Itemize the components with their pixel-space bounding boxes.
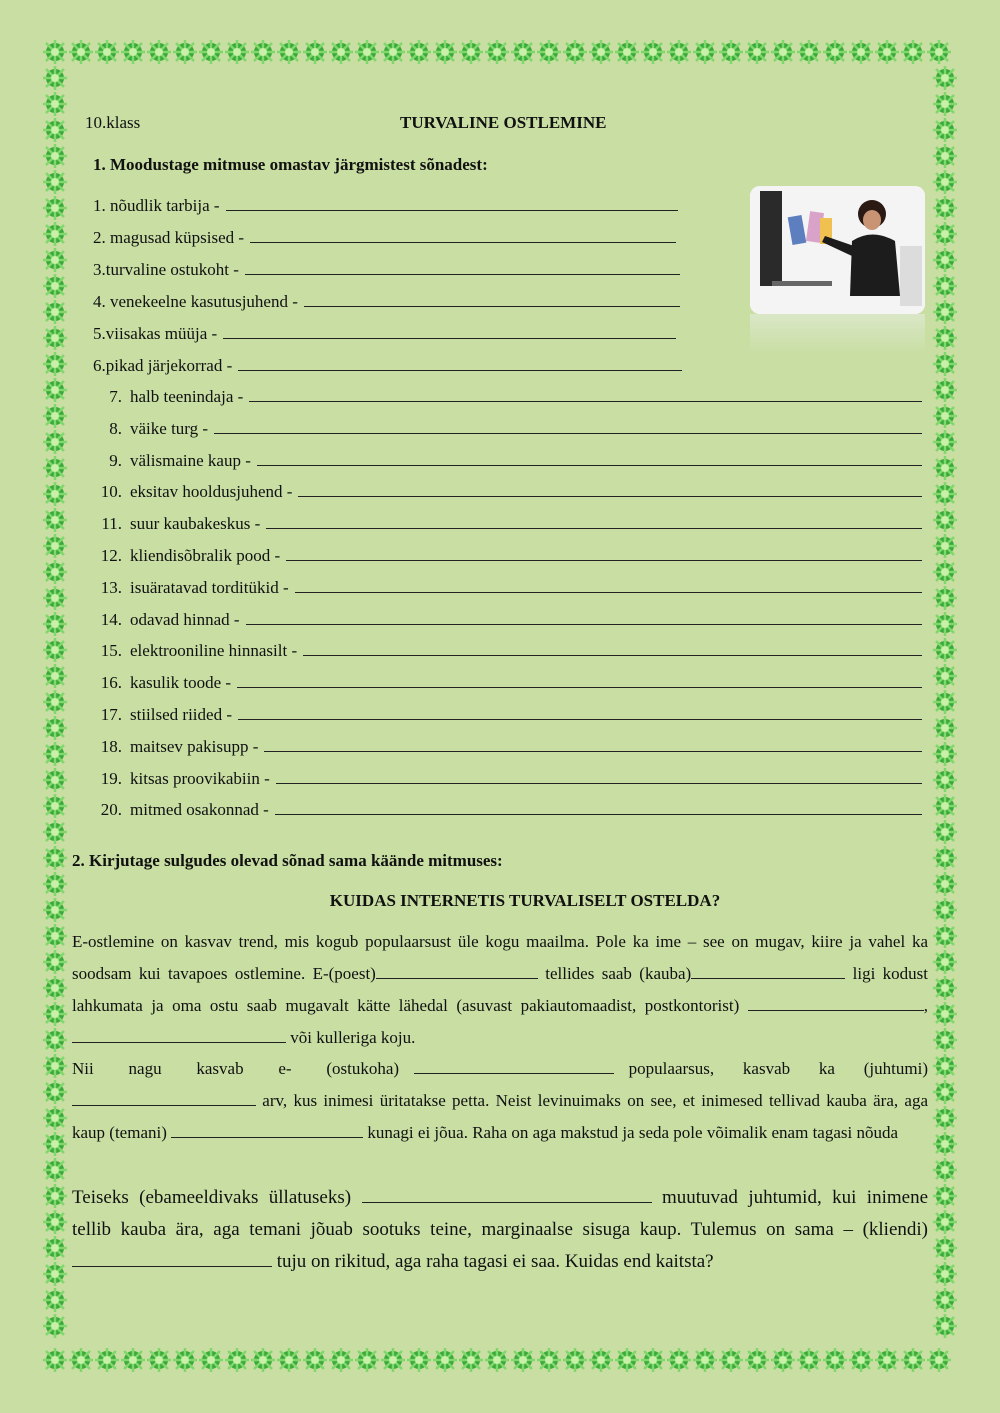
section2-heading: 2. Kirjutage sulgudes olevad sõnad sama käände mitmuses: <box>72 851 503 870</box>
answer-blank[interactable] <box>266 514 922 529</box>
answer-blank[interactable] <box>214 419 922 434</box>
answer-blank[interactable] <box>237 673 922 688</box>
section2-subtitle: KUIDAS INTERNETIS TURVALISELT OSTELDA? <box>329 891 721 910</box>
answer-blank[interactable] <box>250 228 676 243</box>
answer-blank[interactable] <box>226 196 678 211</box>
exercise-item: 10. eksitav hooldusjuhend - <box>92 482 922 502</box>
blank-field[interactable] <box>376 962 538 979</box>
woman-shopping-online-photo <box>750 186 925 314</box>
section1-heading: 1. Moodustage mitmuse omastav järgmistest sõnadest: <box>93 155 488 174</box>
page-title: TURVALINE OSTLEMINE <box>400 113 607 132</box>
exercise-item: 14. odavad hinnad - <box>92 610 922 630</box>
exercise-item: 11. suur kaubakeskus - <box>92 514 922 534</box>
exercise-item: 18. maitsev pakisupp - <box>92 737 922 757</box>
exercise-item: 5.viisakas müüja - <box>93 324 676 344</box>
answer-blank[interactable] <box>303 641 922 656</box>
paragraph-1: E-ostlemine on kasvav trend, mis kogub populaarsust üle kogu maailma. Pole ka ime – see on mugav, kiire ja vahel ka soodsam kui tavapoes ostlemine. E-(poest) tellides saab (kauba) ligi kodust lahkumata ja oma ostu saab mugavalt kätte lähedal (asuvast pakiautomaadist, postkontorist) , või kulleriga koju. <box>72 932 929 1047</box>
answer-blank[interactable] <box>245 260 680 275</box>
answer-blank[interactable] <box>276 769 922 784</box>
exercise-item: 8. väike turg - <box>92 419 922 439</box>
exercise-item: 19. kitsas proovikabiin - <box>92 769 922 789</box>
answer-blank[interactable] <box>264 737 922 752</box>
blank-field[interactable] <box>72 1250 272 1267</box>
exercise-item: 9. välismaine kaup - <box>92 451 922 471</box>
exercise-item: 15. elektrooniline hinnasilt - <box>92 641 922 661</box>
exercise-item: 2. magusad küpsised - <box>93 228 676 248</box>
answer-blank[interactable] <box>298 482 922 497</box>
photo-reflection <box>750 314 925 354</box>
answer-blank[interactable] <box>304 292 680 307</box>
blank-field[interactable] <box>72 1026 286 1043</box>
paragraph-2: Nii nagu kasvab e- (ostukoha) populaarsus, kasvab ka (juhtumi) arv, kus inimesi üritatakse petta. Neist levinuimaks on see, et inimesed tellivad kauba ära, aga kaup (temani) kunagi ei jõua. Raha on aga makstud ja seda pole võimalik enam tagasi nõuda <box>72 1059 928 1142</box>
answer-blank[interactable] <box>286 546 922 561</box>
answer-blank[interactable] <box>223 324 676 339</box>
exercise-item: 12. kliendisõbralik pood - <box>92 546 922 566</box>
blank-field[interactable] <box>748 994 924 1011</box>
answer-blank[interactable] <box>249 387 922 402</box>
exercise-item: 3.turvaline ostukoht - <box>93 260 680 280</box>
exercise-item: 17. stiilsed riided - <box>92 705 922 725</box>
blank-field[interactable] <box>414 1057 614 1074</box>
blank-field[interactable] <box>362 1186 652 1203</box>
exercise-item: 1. nõudlik tarbija - <box>93 196 678 216</box>
class-label: 10.klass <box>85 113 141 132</box>
exercise-item: 20. mitmed osakonnad - <box>92 800 922 820</box>
blank-field[interactable] <box>691 962 845 979</box>
blank-field[interactable] <box>72 1089 256 1106</box>
answer-blank[interactable] <box>295 578 922 593</box>
exercise-item: 13. isuäratavad torditükid - <box>92 578 922 598</box>
exercise-item: 16. kasulik toode - <box>92 673 922 693</box>
answer-blank[interactable] <box>238 705 922 720</box>
exercise-item: 7. halb teenindaja - <box>92 387 922 407</box>
blank-field[interactable] <box>171 1121 363 1138</box>
answer-blank[interactable] <box>246 610 922 625</box>
answer-blank[interactable] <box>238 356 682 371</box>
answer-blank[interactable] <box>275 800 922 815</box>
paragraph-3: Teiseks (ebameeldivaks üllatuseks) muutuvad juhtumid, kui inimene tellib kauba ära, aga temani jõuab sootuks teine, marginaalse sisuga kaup. Tulemus on sama – (kliendi) tuju on rikitud, aga raha tagasi ei saa. Kuidas end kaitsta? <box>72 1187 929 1272</box>
exercise-item: 6.pikad järjekorrad - <box>93 356 682 376</box>
answer-blank[interactable] <box>257 451 922 466</box>
exercise-item: 4. venekeelne kasutusjuhend - <box>93 292 680 312</box>
